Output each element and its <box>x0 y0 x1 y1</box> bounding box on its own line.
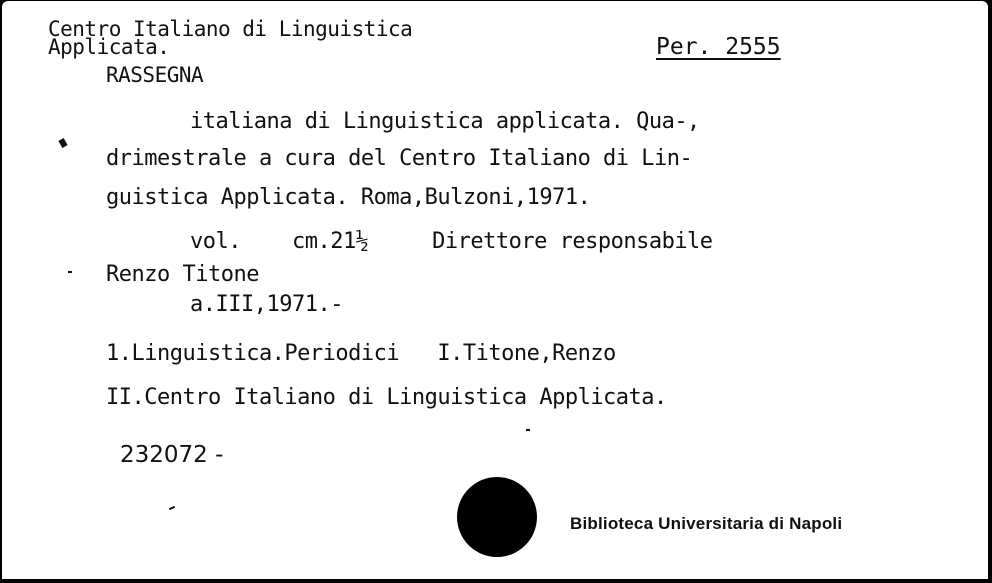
shelfmark: Per. 2555 <box>656 34 781 60</box>
header-line-1: Centro Italiano di Linguistica <box>48 17 413 41</box>
library-stamp: Biblioteca Universitaria di Napoli <box>570 514 843 533</box>
punch-hole <box>457 477 537 557</box>
body-line: drimestrale a cura del Centro Italiano di Lin- <box>106 146 693 171</box>
ink-speck <box>526 429 530 431</box>
ink-speck <box>169 506 175 510</box>
body-line: Renzo Titone <box>106 262 259 287</box>
ink-speck <box>58 138 67 148</box>
header-line-2: Applicata. <box>48 35 170 59</box>
ink-speck <box>68 271 72 273</box>
body-line: a.III,1971.- <box>190 292 343 317</box>
body-line: guistica Applicata. Roma,Bulzoni,1971. <box>106 185 591 210</box>
body-line: italiana di Linguistica applicata. Qua-, <box>190 109 700 134</box>
accession-number: 232072 - <box>120 442 224 468</box>
catalog-card <box>2 1 988 579</box>
body-line: vol. cm.21½ Direttore responsabile <box>190 229 713 254</box>
card-heading: RASSEGNA <box>106 63 204 87</box>
subject-entry: 1.Linguistica.Periodici I.Titone,Renzo <box>106 341 616 366</box>
subject-entry: II.Centro Italiano di Linguistica Applicata. <box>106 385 667 410</box>
